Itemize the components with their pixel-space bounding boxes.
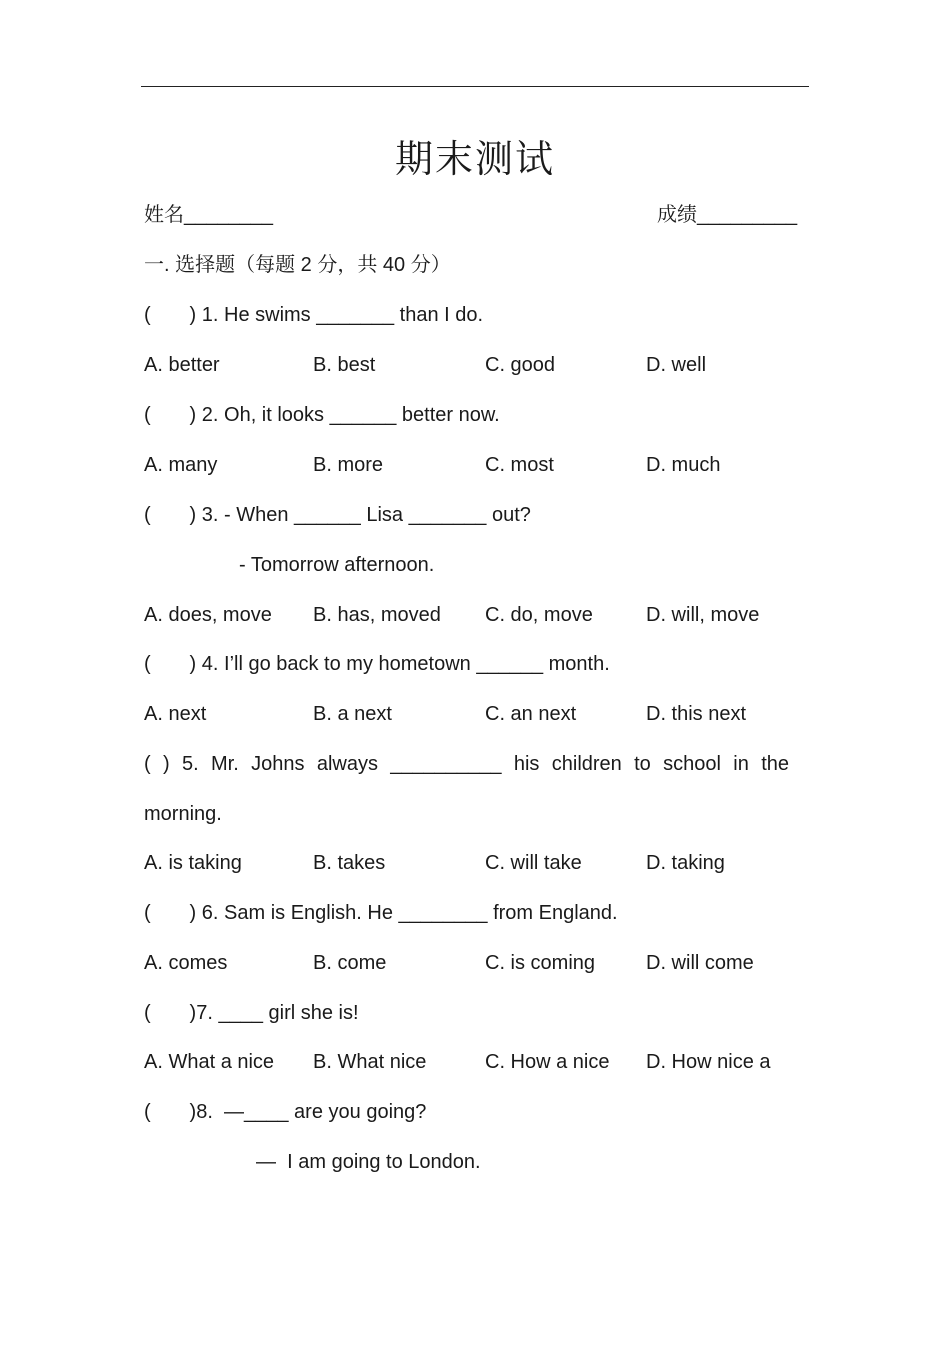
- page-title: 期末测试: [394, 137, 555, 181]
- q8-answer-line: — I am going to London.: [256, 1151, 481, 1173]
- q4-option-c: C. an next: [485, 703, 577, 725]
- question-7: ( )7. ____ girl she is!: [144, 1002, 359, 1024]
- q1-option-b: B. best: [313, 354, 376, 376]
- question-5: ( ) 5. Mr. Johns always __________ his children to school in the: [144, 753, 789, 775]
- q6-option-a: A. comes: [144, 952, 228, 974]
- q5-option-d: D. taking: [646, 852, 725, 874]
- question-3: ( ) 3. - When ______ Lisa _______ out?: [144, 504, 531, 526]
- q6-option-c: C. is coming: [485, 952, 596, 974]
- q2-option-b: B. more: [313, 454, 384, 476]
- question-2: ( ) 2. Oh, it looks ______ better now.: [144, 404, 500, 426]
- q5-option-c: C. will take: [485, 852, 582, 874]
- q4-option-a: A. next: [144, 703, 207, 725]
- question-8: ( )8. —____ are you going?: [144, 1101, 427, 1123]
- q1-option-c: C. good: [485, 354, 556, 376]
- q3-option-c: C. do, move: [485, 604, 593, 626]
- q1-option-d: D. well: [646, 354, 707, 376]
- q2-option-d: D. much: [646, 454, 721, 476]
- question-6: ( ) 6. Sam is English. He ________ from England.: [144, 902, 618, 924]
- q4-option-d: D. this next: [646, 703, 747, 725]
- q5-option-a: A. is taking: [144, 852, 242, 874]
- q6-option-d: D. will come: [646, 952, 754, 974]
- q3-option-d: D. will, move: [646, 604, 760, 626]
- q6-option-b: B. come: [313, 952, 387, 974]
- q3-option-a: A. does, move: [144, 604, 272, 626]
- header-rule: [141, 86, 809, 87]
- q7-option-a: A. What a nice: [144, 1051, 275, 1073]
- q7-option-b: B. What nice: [313, 1051, 427, 1073]
- q2-option-a: A. many: [144, 454, 218, 476]
- q1-option-a: A. better: [144, 354, 220, 376]
- q3-option-b: B. has, moved: [313, 604, 441, 626]
- question-1: ( ) 1. He swims _______ than I do.: [144, 304, 484, 326]
- q3-answer-line: - Tomorrow afternoon.: [239, 554, 435, 576]
- name-field: 姓名________: [144, 204, 273, 226]
- score-field: 成绩_________: [657, 204, 798, 226]
- q7-option-d: D. How nice a: [646, 1051, 771, 1073]
- question-4: ( ) 4. I’ll go back to my hometown ______ month.: [144, 653, 610, 675]
- section-title: 一. 选择题（每题 2 分，共 40 分）: [144, 254, 451, 276]
- q5-option-b: B. takes: [313, 852, 386, 874]
- q7-option-c: C. How a nice: [485, 1051, 610, 1073]
- q4-option-b: B. a next: [313, 703, 392, 725]
- q2-option-c: C. most: [485, 454, 554, 476]
- q5-stem-continuation: morning.: [144, 803, 222, 825]
